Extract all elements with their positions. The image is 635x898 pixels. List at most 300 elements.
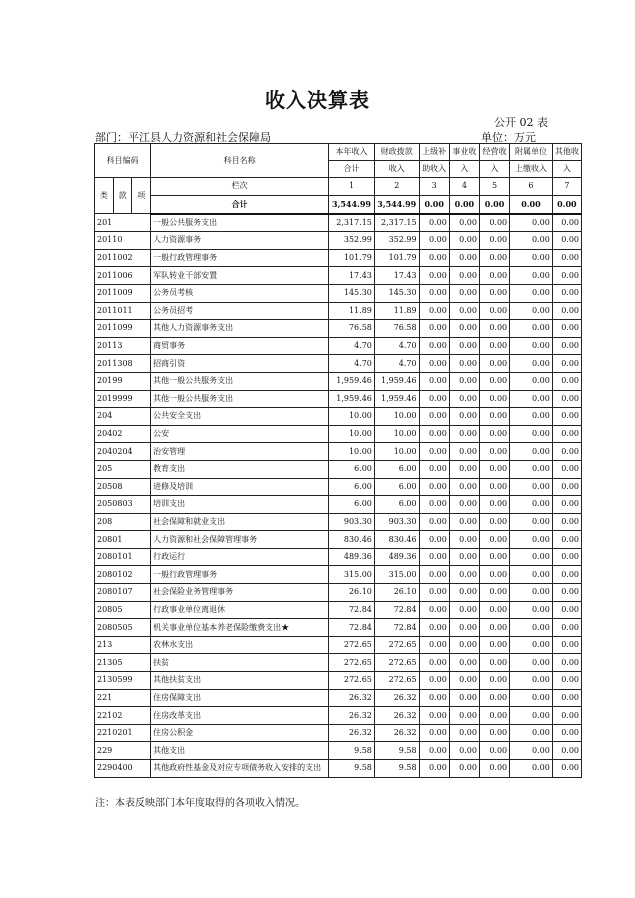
amount-cell: 0.00: [419, 355, 449, 373]
amount-cell: 26.32: [374, 707, 419, 725]
amount-cell: 0.00: [552, 548, 581, 566]
col-index: 1: [329, 178, 375, 196]
amount-cell: 101.79: [329, 249, 375, 267]
subject-name-cell: 住房保障支出: [151, 689, 329, 707]
amount-cell: 0.00: [479, 232, 509, 250]
subject-name-cell: 教育支出: [151, 460, 329, 478]
amount-cell: 0.00: [419, 337, 449, 355]
table-row: [95, 654, 582, 672]
amount-cell: 0.00: [419, 214, 449, 232]
amount-cell: 0.00: [510, 548, 553, 566]
subject-name-cell: 社会保险业务管理事务: [151, 584, 329, 602]
amount-cell: 489.36: [374, 548, 419, 566]
amount-cell: 0.00: [449, 443, 479, 461]
amount-cell: 272.65: [329, 636, 375, 654]
amount-cell: 9.58: [329, 760, 375, 778]
table-row: [95, 390, 582, 408]
amount-cell: 0.00: [552, 443, 581, 461]
subject-name-cell: 公共安全支出: [151, 408, 329, 426]
table-row: [95, 513, 582, 531]
amount-cell: 0.00: [510, 742, 553, 760]
col-header: 附属单位: [510, 144, 553, 161]
amount-cell: 0.00: [449, 478, 479, 496]
subject-code-cell: 229: [95, 742, 151, 760]
subject-name-cell: 一般行政管理事务: [151, 249, 329, 267]
subject-name-cell: 农林水支出: [151, 636, 329, 654]
amount-cell: 0.00: [552, 531, 581, 549]
amount-cell: 0.00: [449, 249, 479, 267]
amount-cell: 0.00: [419, 302, 449, 320]
amount-cell: 0.00: [449, 636, 479, 654]
amount-cell: 0.00: [479, 760, 509, 778]
amount-cell: 0.00: [510, 232, 553, 250]
subject-code-cell: 2080102: [95, 566, 151, 584]
amount-cell: 0.00: [419, 443, 449, 461]
amount-cell: 352.99: [329, 232, 375, 250]
subject-code-cell: 2290400: [95, 760, 151, 778]
table-row: [95, 355, 582, 373]
col-header: 其他收: [552, 144, 581, 161]
subject-code-cell: 21305: [95, 654, 151, 672]
amount-cell: 26.10: [374, 584, 419, 602]
amount-cell: 0.00: [479, 390, 509, 408]
amount-cell: 0.00: [552, 267, 581, 285]
amount-cell: 0.00: [479, 548, 509, 566]
table-row: [95, 548, 582, 566]
subject-name-cell: 社会保障和就业支出: [151, 513, 329, 531]
subject-name-cell: 一般行政管理事务: [151, 566, 329, 584]
amount-cell: 0.00: [419, 636, 449, 654]
amount-cell: 72.84: [374, 601, 419, 619]
table-row: [95, 672, 582, 690]
amount-cell: 6.00: [374, 478, 419, 496]
amount-cell: 0.00: [552, 654, 581, 672]
subject-name-cell: 机关事业单位基本养老保险缴费支出★: [151, 619, 329, 637]
amount-cell: 0.00: [479, 214, 509, 232]
amount-cell: 0.00: [419, 249, 449, 267]
table-row: [95, 372, 582, 390]
amount-cell: 0.00: [510, 689, 553, 707]
amount-cell: 0.00: [552, 760, 581, 778]
amount-cell: 0.00: [510, 619, 553, 637]
amount-cell: 10.00: [374, 425, 419, 443]
amount-cell: 6.00: [374, 496, 419, 514]
amount-cell: 72.84: [374, 619, 419, 637]
table-row: [95, 601, 582, 619]
amount-cell: 0.00: [419, 566, 449, 584]
amount-cell: 0.00: [419, 267, 449, 285]
amount-cell: 0.00: [510, 372, 553, 390]
table-row: [95, 284, 582, 302]
subject-name-cell: 商贸事务: [151, 337, 329, 355]
amount-cell: 0.00: [449, 548, 479, 566]
table-row: [95, 443, 582, 461]
amount-cell: 0.00: [419, 548, 449, 566]
subject-code-cell: 20805: [95, 601, 151, 619]
col-index: 7: [552, 178, 581, 196]
table-row: [95, 531, 582, 549]
amount-cell: 0.00: [510, 531, 553, 549]
subject-code-cell: 204: [95, 408, 151, 426]
col-label: 栏次: [151, 178, 329, 196]
col-header: 财政拨款: [374, 144, 419, 161]
amount-cell: 10.00: [374, 408, 419, 426]
amount-cell: 26.32: [374, 724, 419, 742]
amount-cell: 26.32: [374, 689, 419, 707]
amount-cell: 11.89: [374, 302, 419, 320]
amount-cell: 10.00: [374, 443, 419, 461]
amount-cell: 0.00: [510, 302, 553, 320]
amount-cell: 0.00: [552, 320, 581, 338]
amount-cell: 315.00: [329, 566, 375, 584]
amount-cell: 0.00: [419, 284, 449, 302]
col-index: 4: [449, 178, 479, 196]
amount-cell: 0.00: [510, 249, 553, 267]
amount-cell: 0.00: [449, 214, 479, 232]
amount-cell: 0.00: [552, 742, 581, 760]
subject-name-cell: 其他人力资源事务支出: [151, 320, 329, 338]
table-row: [95, 584, 582, 602]
amount-cell: 0.00: [552, 724, 581, 742]
amount-cell: 0.00: [419, 672, 449, 690]
subject-name-cell: 其他一般公共服务支出: [151, 390, 329, 408]
amount-cell: 0.00: [479, 742, 509, 760]
subject-code-header: 科目编码: [95, 144, 151, 178]
amount-cell: 0.00: [510, 760, 553, 778]
subject-code-cell: 221: [95, 689, 151, 707]
table-row: [95, 619, 582, 637]
col-header: 本年收入: [329, 144, 375, 161]
amount-cell: 0.00: [552, 689, 581, 707]
amount-cell: 0.00: [419, 689, 449, 707]
total-cell: 0.00: [552, 195, 581, 214]
table-row: [95, 249, 582, 267]
amount-cell: 830.46: [374, 531, 419, 549]
subject-name-cell: 人力资源事务: [151, 232, 329, 250]
amount-cell: 272.65: [374, 654, 419, 672]
amount-cell: 0.00: [479, 249, 509, 267]
table-row: [95, 566, 582, 584]
amount-cell: 0.00: [449, 337, 479, 355]
amount-cell: 0.00: [552, 355, 581, 373]
table-row: [95, 689, 582, 707]
table-row: [95, 425, 582, 443]
amount-cell: 0.00: [449, 284, 479, 302]
col-header: 收入: [374, 161, 419, 178]
amount-cell: 0.00: [419, 425, 449, 443]
amount-cell: 0.00: [449, 584, 479, 602]
amount-cell: 0.00: [510, 601, 553, 619]
subject-name-cell: 招商引资: [151, 355, 329, 373]
amount-cell: 72.84: [329, 619, 375, 637]
amount-cell: 10.00: [329, 425, 375, 443]
col-header: 上缴收入: [510, 161, 553, 178]
amount-cell: 10.00: [329, 408, 375, 426]
table-row: [95, 408, 582, 426]
total-cell: 0.00: [419, 195, 449, 214]
subject-name-cell: 治安管理: [151, 443, 329, 461]
table-body: [95, 214, 582, 778]
amount-cell: 0.00: [479, 320, 509, 338]
subject-name-cell: 培训支出: [151, 496, 329, 514]
amount-cell: 101.79: [374, 249, 419, 267]
amount-cell: 0.00: [552, 672, 581, 690]
amount-cell: 0.00: [510, 584, 553, 602]
amount-cell: 0.00: [510, 513, 553, 531]
subject-name-cell: 一般公共服务支出: [151, 214, 329, 232]
amount-cell: 0.00: [479, 654, 509, 672]
amount-cell: 0.00: [479, 566, 509, 584]
amount-cell: 4.70: [329, 355, 375, 373]
amount-cell: 0.00: [419, 232, 449, 250]
amount-cell: 6.00: [329, 496, 375, 514]
subject-name-cell: 军队转业干部安置: [151, 267, 329, 285]
amount-cell: 0.00: [449, 654, 479, 672]
amount-cell: 489.36: [329, 548, 375, 566]
amount-cell: 0.00: [510, 566, 553, 584]
total-cell: 0.00: [510, 195, 553, 214]
amount-cell: 272.65: [329, 672, 375, 690]
subject-name-cell: 行政运行: [151, 548, 329, 566]
subject-code-cell: 20508: [95, 478, 151, 496]
subject-code-cell: 213: [95, 636, 151, 654]
subject-code-cell: 2011099: [95, 320, 151, 338]
amount-cell: 0.00: [419, 531, 449, 549]
subject-code-cell: 2080101: [95, 548, 151, 566]
amount-cell: 9.58: [374, 760, 419, 778]
col-index: 3: [419, 178, 449, 196]
total-cell: 0.00: [479, 195, 509, 214]
amount-cell: 0.00: [510, 425, 553, 443]
amount-cell: 1,959.46: [329, 372, 375, 390]
amount-cell: 0.00: [479, 284, 509, 302]
department-label: 部门：平江县人力资源和社会保障局: [95, 131, 271, 144]
subject-name-cell: 其他支出: [151, 742, 329, 760]
amount-cell: 1,959.46: [374, 372, 419, 390]
amount-cell: 76.58: [374, 320, 419, 338]
amount-cell: 0.00: [479, 689, 509, 707]
amount-cell: 0.00: [449, 513, 479, 531]
amount-cell: 72.84: [329, 601, 375, 619]
table-row: [95, 496, 582, 514]
amount-cell: 0.00: [552, 302, 581, 320]
amount-cell: 0.00: [479, 636, 509, 654]
amount-cell: 0.00: [419, 460, 449, 478]
amount-cell: 0.00: [552, 566, 581, 584]
subject-name-cell: 进修及培训: [151, 478, 329, 496]
amount-cell: 0.00: [419, 654, 449, 672]
amount-cell: 10.00: [329, 443, 375, 461]
amount-cell: 1,959.46: [329, 390, 375, 408]
subject-name-cell: 其他政府性基金及对应专项债务收入安排的支出: [151, 760, 329, 778]
section-header: 款: [113, 178, 132, 214]
amount-cell: 0.00: [552, 408, 581, 426]
table-row: [95, 707, 582, 725]
subject-code-cell: 2011009: [95, 284, 151, 302]
amount-cell: 0.00: [510, 390, 553, 408]
amount-cell: 0.00: [449, 689, 479, 707]
amount-cell: 0.00: [419, 619, 449, 637]
amount-cell: 0.00: [479, 724, 509, 742]
subject-code-cell: 2210201: [95, 724, 151, 742]
total-row: [95, 195, 582, 214]
subject-code-cell: 20199: [95, 372, 151, 390]
amount-cell: 0.00: [510, 355, 553, 373]
amount-cell: 0.00: [510, 460, 553, 478]
amount-cell: 0.00: [552, 707, 581, 725]
amount-cell: 0.00: [449, 742, 479, 760]
amount-cell: 0.00: [552, 425, 581, 443]
amount-cell: 0.00: [552, 636, 581, 654]
amount-cell: 0.00: [510, 284, 553, 302]
amount-cell: 2,317.15: [329, 214, 375, 232]
income-table: [94, 143, 582, 778]
amount-cell: 0.00: [510, 320, 553, 338]
amount-cell: 0.00: [479, 601, 509, 619]
amount-cell: 0.00: [552, 284, 581, 302]
subject-name-cell: 住房公积金: [151, 724, 329, 742]
amount-cell: 0.00: [552, 337, 581, 355]
table-row: [95, 478, 582, 496]
subject-code-cell: 20113: [95, 337, 151, 355]
subject-name-cell: 人力资源和社会保障管理事务: [151, 531, 329, 549]
amount-cell: 0.00: [419, 742, 449, 760]
amount-cell: 26.32: [329, 707, 375, 725]
subject-code-cell: 201: [95, 214, 151, 232]
amount-cell: 272.65: [374, 636, 419, 654]
amount-cell: 0.00: [449, 619, 479, 637]
subject-code-cell: 2080107: [95, 584, 151, 602]
amount-cell: 17.43: [374, 267, 419, 285]
header-row-index: [95, 178, 582, 196]
amount-cell: 0.00: [510, 724, 553, 742]
amount-cell: 0.00: [449, 372, 479, 390]
amount-cell: 26.32: [329, 689, 375, 707]
col-header: 上级补: [419, 144, 449, 161]
amount-cell: 0.00: [449, 566, 479, 584]
col-header: 入: [479, 161, 509, 178]
table-row: [95, 742, 582, 760]
amount-cell: 0.00: [449, 267, 479, 285]
col-header: 合计: [329, 161, 375, 178]
table-number: 公开 02 表: [494, 116, 548, 129]
amount-cell: 0.00: [510, 654, 553, 672]
col-index: 5: [479, 178, 509, 196]
amount-cell: 0.00: [552, 249, 581, 267]
total-label: 合计: [151, 195, 329, 214]
amount-cell: 9.58: [374, 742, 419, 760]
amount-cell: 0.00: [479, 531, 509, 549]
amount-cell: 0.00: [552, 460, 581, 478]
amount-cell: 0.00: [419, 707, 449, 725]
amount-cell: 0.00: [449, 496, 479, 514]
amount-cell: 0.00: [552, 478, 581, 496]
table-row: [95, 760, 582, 778]
amount-cell: 0.00: [510, 408, 553, 426]
amount-cell: 0.00: [552, 496, 581, 514]
amount-cell: 0.00: [479, 672, 509, 690]
amount-cell: 0.00: [449, 707, 479, 725]
amount-cell: 0.00: [449, 672, 479, 690]
table-row: [95, 337, 582, 355]
total-cell: 3,544.99: [329, 195, 375, 214]
item-header: 项: [132, 178, 151, 214]
amount-cell: 272.65: [329, 654, 375, 672]
amount-cell: 0.00: [552, 232, 581, 250]
amount-cell: 4.70: [374, 355, 419, 373]
amount-cell: 0.00: [449, 425, 479, 443]
table-row: [95, 320, 582, 338]
subject-code-cell: 2019999: [95, 390, 151, 408]
col-index: 6: [510, 178, 553, 196]
amount-cell: 2,317.15: [374, 214, 419, 232]
col-header: 入: [552, 161, 581, 178]
total-cell: 0.00: [449, 195, 479, 214]
col-index: 2: [374, 178, 419, 196]
subject-code-cell: 2011006: [95, 267, 151, 285]
subject-code-cell: 22102: [95, 707, 151, 725]
amount-cell: 0.00: [479, 337, 509, 355]
amount-cell: 0.00: [449, 232, 479, 250]
amount-cell: 0.00: [552, 513, 581, 531]
table-row: [95, 232, 582, 250]
amount-cell: 0.00: [510, 496, 553, 514]
amount-cell: 0.00: [479, 302, 509, 320]
amount-cell: 0.00: [510, 672, 553, 690]
amount-cell: 0.00: [510, 337, 553, 355]
footnote: 注：本表反映部门本年度取得的各项收入情况。: [95, 798, 305, 809]
subject-name-cell: 公务员考核: [151, 284, 329, 302]
unit-label: 单位：万元: [481, 131, 536, 144]
amount-cell: 6.00: [329, 460, 375, 478]
subject-name-cell: 行政事业单位离退休: [151, 601, 329, 619]
subject-code-cell: 20402: [95, 425, 151, 443]
col-header: 事业收: [449, 144, 479, 161]
amount-cell: 0.00: [449, 390, 479, 408]
amount-cell: 315.00: [374, 566, 419, 584]
amount-cell: 0.00: [449, 302, 479, 320]
amount-cell: 830.46: [329, 531, 375, 549]
amount-cell: 0.00: [552, 601, 581, 619]
amount-cell: 0.00: [479, 496, 509, 514]
amount-cell: 0.00: [419, 513, 449, 531]
amount-cell: 0.00: [479, 513, 509, 531]
table-row: [95, 724, 582, 742]
amount-cell: 76.58: [329, 320, 375, 338]
amount-cell: 1,959.46: [374, 390, 419, 408]
amount-cell: 11.89: [329, 302, 375, 320]
amount-cell: 0.00: [479, 355, 509, 373]
header-row-1: [95, 144, 582, 161]
amount-cell: 0.00: [479, 707, 509, 725]
amount-cell: 0.00: [479, 619, 509, 637]
amount-cell: 0.00: [552, 372, 581, 390]
amount-cell: 903.30: [374, 513, 419, 531]
amount-cell: 0.00: [479, 478, 509, 496]
amount-cell: 0.00: [419, 390, 449, 408]
amount-cell: 0.00: [419, 372, 449, 390]
amount-cell: 0.00: [510, 443, 553, 461]
amount-cell: 0.00: [449, 531, 479, 549]
amount-cell: 0.00: [510, 636, 553, 654]
subject-code-cell: 2050803: [95, 496, 151, 514]
amount-cell: 0.00: [479, 408, 509, 426]
table-row: [95, 302, 582, 320]
amount-cell: 0.00: [479, 425, 509, 443]
col-header: 入: [449, 161, 479, 178]
amount-cell: 0.00: [449, 724, 479, 742]
subject-code-cell: 2011002: [95, 249, 151, 267]
